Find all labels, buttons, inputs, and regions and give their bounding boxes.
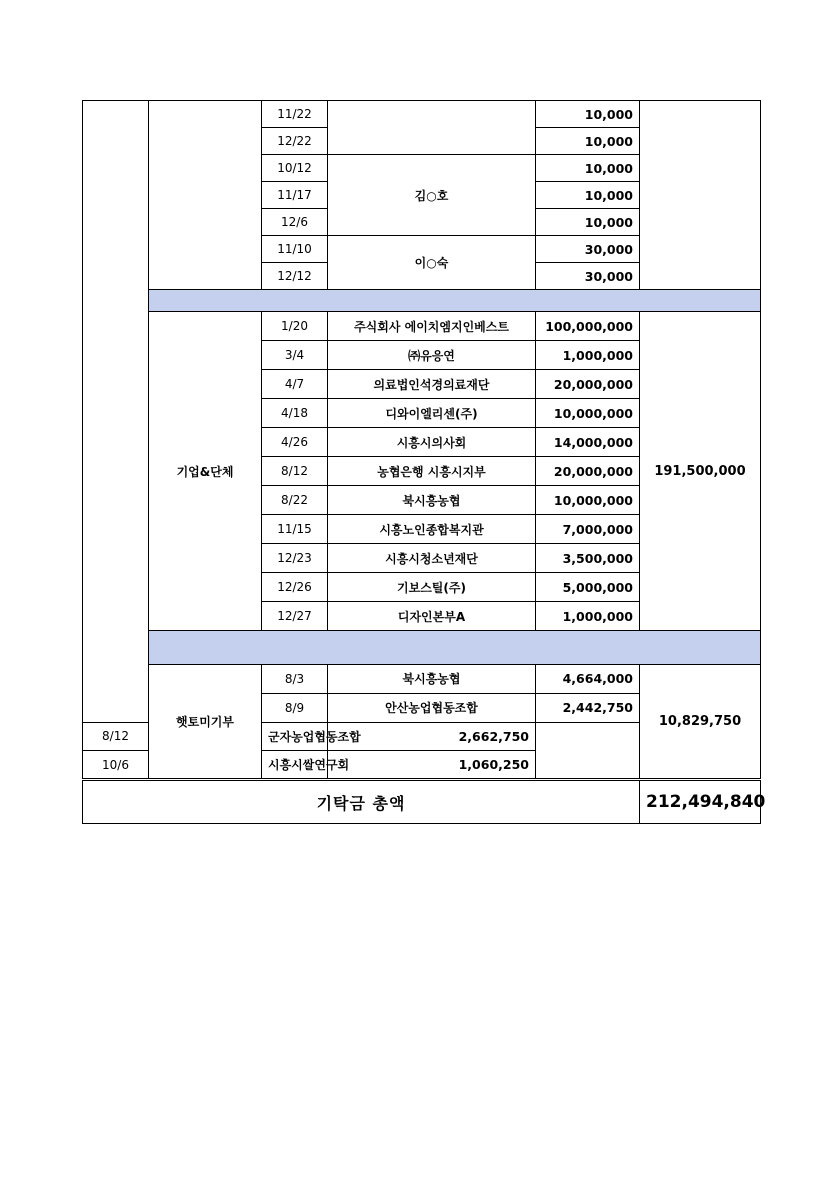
category-cell: 기업&단체 [149,312,262,631]
section-separator [83,631,761,665]
donor-cell: 시흥시청소년재단 [328,544,536,573]
donor-cell: 주식회사 에이치엠지인베스트 [328,312,536,341]
amount-cell: 20,000,000 [536,457,640,486]
donor-cell: 시흥시의사회 [328,428,536,457]
amount-cell: 1,000,000 [536,341,640,370]
donor-cell: 농협은행 시흥시지부 [328,457,536,486]
amount-cell: 10,000 [536,101,640,128]
date-cell: 4/7 [262,370,328,399]
donor-cell: 의료법인석경의료재단 [328,370,536,399]
donation-table [82,100,766,824]
date-cell: 11/10 [262,236,328,263]
amount-cell: 10,000,000 [536,399,640,428]
donor-cell: 디와이엘리센(주) [328,399,536,428]
date-cell: 10/6 [83,751,149,780]
total-row [83,780,761,824]
amount-cell: 4,664,000 [536,665,640,694]
individual-category-cell [149,101,262,290]
amount-cell: 1,000,000 [536,602,640,631]
donor-cell: 군자농업협동조합 [262,722,328,751]
date-cell: 10/12 [262,155,328,182]
date-cell: 11/22 [262,101,328,128]
category-cell: 햇토미기부 [149,665,262,780]
date-cell: 12/22 [262,128,328,155]
date-cell: 11/17 [262,182,328,209]
donor-cell: 김○호 [328,155,536,236]
date-cell: 12/26 [262,573,328,602]
date-cell: 12/27 [262,602,328,631]
outer-column-cell [83,101,149,723]
date-cell: 8/9 [262,693,328,722]
amount-cell: 10,000 [536,128,640,155]
donor-cell: 이○숙 [328,236,536,290]
date-cell: 12/6 [262,209,328,236]
individual-subtotal-cell [640,101,761,290]
amount-cell: 30,000 [536,236,640,263]
date-cell: 3/4 [262,341,328,370]
date-cell: 11/15 [262,515,328,544]
donor-cell: 시흥시쌀연구회 [262,751,328,780]
amount-cell: 1,060,250 [328,751,536,780]
subtotal-cell: 10,829,750 [640,665,761,780]
subtotal-cell: 191,500,000 [640,312,761,631]
donor-cell: 안산농업협동조합 [328,693,536,722]
date-cell: 4/18 [262,399,328,428]
amount-cell: 30,000 [536,263,640,290]
donor-cell: 북시흥농협 [328,665,536,694]
separator-cell [149,631,761,665]
date-cell: 8/12 [262,457,328,486]
donor-cell: 시흥노인종합복지관 [328,515,536,544]
table-row [83,101,761,128]
date-cell: 12/23 [262,544,328,573]
amount-cell: 2,442,750 [536,693,640,722]
total-label: 기탁금 총액 [83,780,640,824]
amount-cell: 100,000,000 [536,312,640,341]
amount-cell: 10,000 [536,155,640,182]
date-cell: 8/3 [262,665,328,694]
donor-cell [328,101,536,155]
table-row [83,312,761,341]
donor-cell: 디자인본부A [328,602,536,631]
section-separator [83,290,761,312]
amount-cell: 5,000,000 [536,573,640,602]
donor-cell: 기보스틸(주) [328,573,536,602]
amount-cell: 10,000 [536,182,640,209]
date-cell: 8/22 [262,486,328,515]
amount-cell: 10,000 [536,209,640,236]
date-cell: 1/20 [262,312,328,341]
amount-cell: 3,500,000 [536,544,640,573]
date-cell: 8/12 [83,722,149,751]
amount-cell: 10,000,000 [536,486,640,515]
amount-cell: 2,662,750 [328,722,536,751]
table-row [83,665,761,694]
amount-cell: 20,000,000 [536,370,640,399]
total-amount: 212,494,840 [640,780,761,824]
date-cell: 12/12 [262,263,328,290]
amount-cell: 14,000,000 [536,428,640,457]
donor-cell: 북시흥농협 [328,486,536,515]
separator-cell [149,290,761,312]
amount-cell: 7,000,000 [536,515,640,544]
date-cell: 4/26 [262,428,328,457]
donor-cell: ㈜유응연 [328,341,536,370]
